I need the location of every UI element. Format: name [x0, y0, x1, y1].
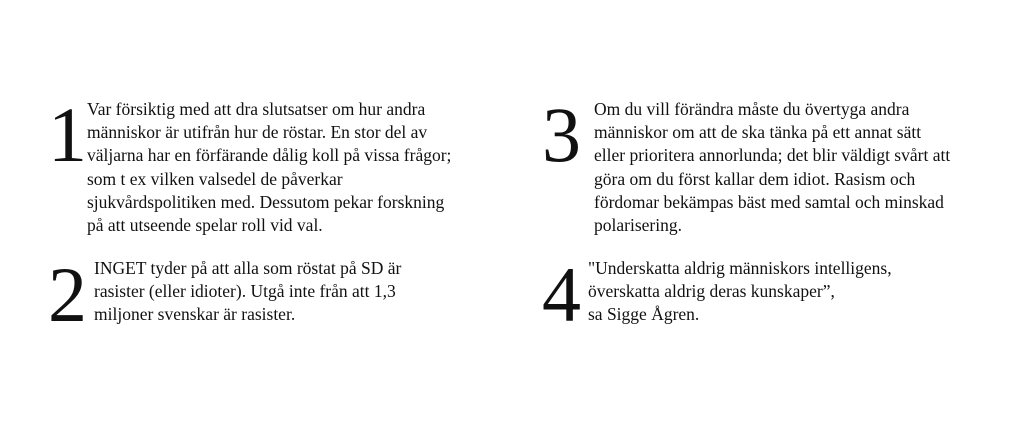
point-text — [588, 257, 892, 327]
point-2 — [48, 251, 488, 346]
text-line: som t ex vilken valsedel de påverkar — [87, 168, 343, 189]
text-line: INGET tyder på att alla som röstat på SD är — [94, 258, 402, 278]
text-line: människor om att de ska tänka på ett annat sätt — [594, 122, 922, 143]
point-number: 2 — [48, 251, 87, 338]
text-line: "Underskatta aldrig människors intelligens, — [588, 258, 892, 278]
point-4 — [542, 251, 1002, 346]
text-line: på att utseende spelar roll vid val. — [87, 215, 323, 236]
text-line: överskatta aldrig deras kunskaper”, — [588, 281, 835, 302]
text-line: göra om du först kallar dem idiot. Rasism och — [594, 168, 916, 189]
text-line: sa Sigge Ågren. — [588, 304, 700, 325]
text-line: miljoner svenskar är rasister. — [94, 304, 296, 325]
point-number: 1 — [48, 91, 87, 178]
text-line: sjukvårdspolitiken med. Dessutom pekar forskning — [87, 191, 445, 212]
point-text — [87, 98, 451, 237]
text-line: Var försiktig med att dra slutsatser om hur andra — [87, 99, 426, 119]
point-1 — [48, 91, 488, 246]
text-line: fördomar bekämpas bäst med samtal och minskad — [594, 191, 944, 212]
point-text — [594, 98, 950, 237]
text-line: rasister (eller idioter). Utgå inte från att 1,3 — [94, 281, 396, 302]
text-line: polarisering. — [594, 215, 682, 236]
point-number: 3 — [542, 91, 581, 178]
text-line: människor är utifrån hur de röstar. En stor del av — [87, 122, 428, 143]
text-line: Om du vill förändra måste du övertyga andra — [594, 99, 910, 119]
point-number: 4 — [542, 251, 581, 338]
text-line: väljarna har en förfärande dålig koll på vissa frågor; — [87, 145, 452, 166]
point-text — [94, 257, 401, 327]
text-line: eller prioritera annorlunda; det blir väldigt svårt att — [594, 145, 951, 166]
point-3 — [542, 91, 1002, 246]
